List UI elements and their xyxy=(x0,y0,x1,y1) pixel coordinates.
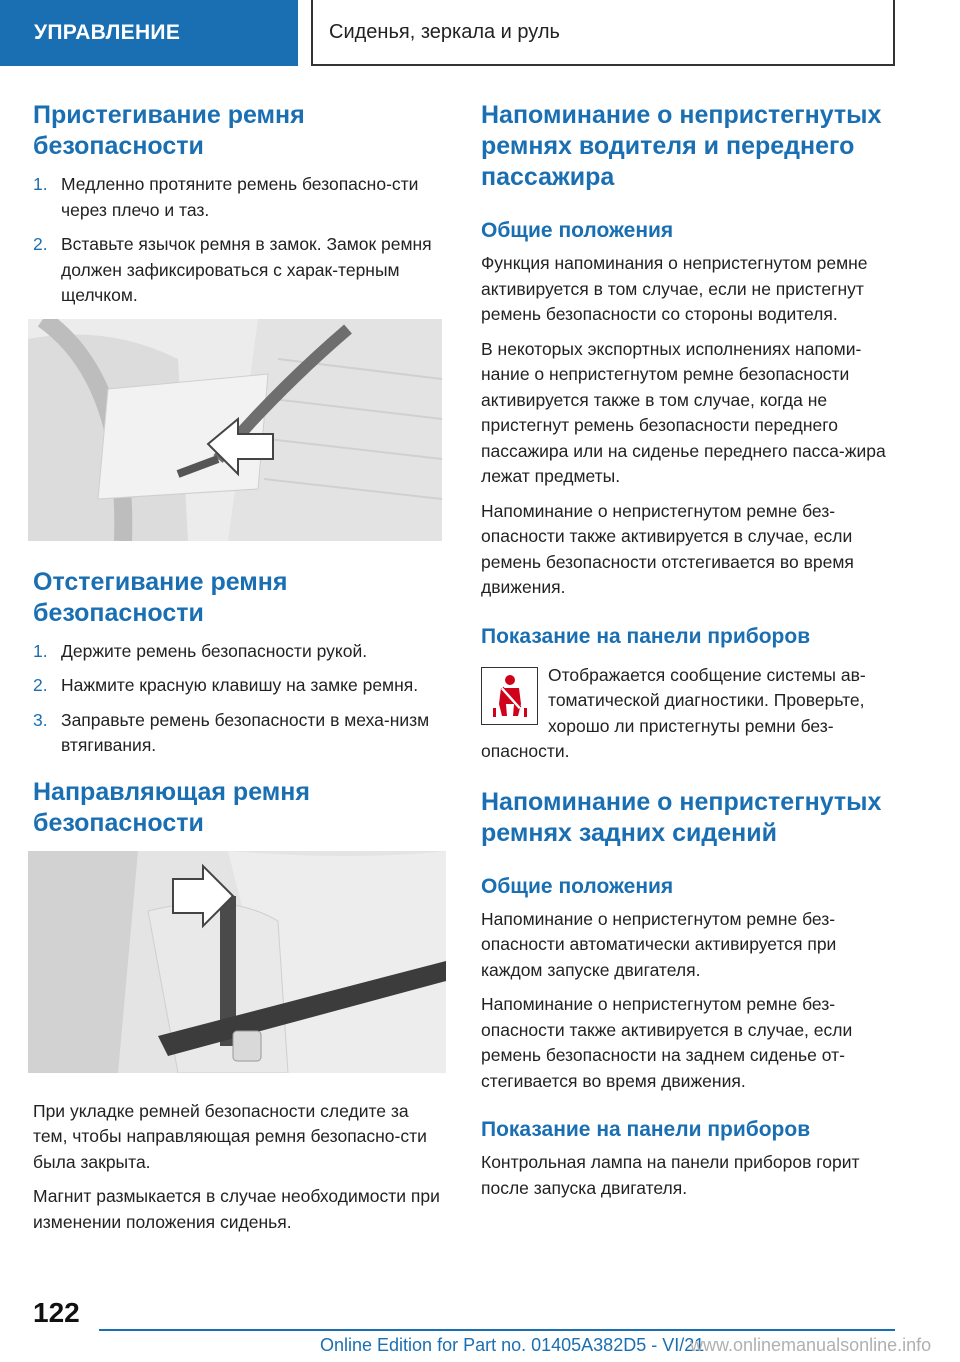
list-item: 2. Нажмите красную клавишу на замке ремня. xyxy=(33,675,419,695)
driver-reminder-heading: Напоминание о непристегнутых ремнях водителя и переднего пассажира xyxy=(481,101,882,191)
rear-paragraph: Напоминание о непристегнутом ремне без-опасности также активируется в случае, если ремень безопасности на заднем сиденье от-стегивается во время движения. xyxy=(481,994,853,1091)
unfasten-steps xyxy=(33,639,445,759)
guide-paragraph: Магнит размыкается в случае необходимости при изменении положения сиденья. xyxy=(33,1186,440,1232)
page-number: 122 xyxy=(33,1297,80,1328)
guide-heading: Направляющая ремня безопасности xyxy=(33,777,310,837)
chapter-title: Сиденья, зеркала и руль xyxy=(311,0,895,66)
driver-display-text: Отображается сообщение системы ав-томатической диагностики. Проверьте, хорошо ли пристегнуты ремни без-опасности. xyxy=(481,664,866,761)
left-column xyxy=(33,100,445,1244)
guide-paragraph: При укладке ремней безопасности следите за тем, чтобы направляющая ремня безопасно-сти была закрыта. xyxy=(33,1100,427,1172)
right-column xyxy=(481,100,899,1210)
seatbelt-warning-icon xyxy=(481,667,538,725)
rear-display-heading: Показание на панели приборов xyxy=(481,1118,811,1141)
edition-text: Online Edition for Part no. 01405A382D5 - VI/21 xyxy=(320,1335,705,1355)
driver-general-heading: Общие положения xyxy=(481,219,674,242)
list-item: 3. Заправьте ремень безопасности в меха-низм втягивания. xyxy=(33,709,430,755)
driver-paragraph: В некоторых экспортных исполнениях напоми-нание о непристегнутом ремне безопасности активируется также в том случае, когда не пристегнут ремень безопасности переднего пассажира или на сиденье переднего пасса-жира лежат предметы. xyxy=(481,338,886,486)
fasten-heading: Пристегивание ремня безопасности xyxy=(33,101,305,160)
fasten-photo xyxy=(28,319,442,541)
rear-reminder-heading: Напоминание о непристегнутых ремнях задних сидений xyxy=(481,787,882,847)
list-item: 1. Держите ремень безопасности рукой. xyxy=(33,640,368,661)
footer-divider xyxy=(99,1329,895,1331)
driver-display-heading: Показание на панели приборов xyxy=(481,624,811,648)
section-tab: УПРАВЛЕНИЕ xyxy=(0,0,298,66)
rear-paragraph: Напоминание о непристегнутом ремне без-опасности автоматически активируется при каждом запуске двигателя. xyxy=(481,908,837,980)
list-item: 2. Вставьте язычок ремня в замок. Замок ремня должен зафиксироваться с харак-терным щелчком. xyxy=(33,234,432,305)
fasten-steps xyxy=(33,172,445,309)
driver-display-block xyxy=(481,663,899,765)
guide-photo xyxy=(28,851,446,1073)
driver-paragraph: Напоминание о непристегнутом ремне без-опасности также активируется в случае, если ремень безопасности отстегивается во время движения. xyxy=(481,500,854,597)
unfasten-heading: Отстегивание ремня безопасности xyxy=(33,567,288,627)
list-item: 1. Медленно протяните ремень безопасно-сти через плечо и таз. xyxy=(33,174,419,220)
rear-display-text: Контрольная лампа на панели приборов горит после запуска двигателя. xyxy=(481,1152,860,1198)
driver-paragraph: Функция напоминания о непристегнутом ремне активируется в том случае, если не пристегнут ремень безопасности со стороны водителя. xyxy=(481,253,868,324)
watermark: www.onlinemanualsonline.info xyxy=(690,1335,932,1355)
rear-general-heading: Общие положения xyxy=(481,874,674,898)
